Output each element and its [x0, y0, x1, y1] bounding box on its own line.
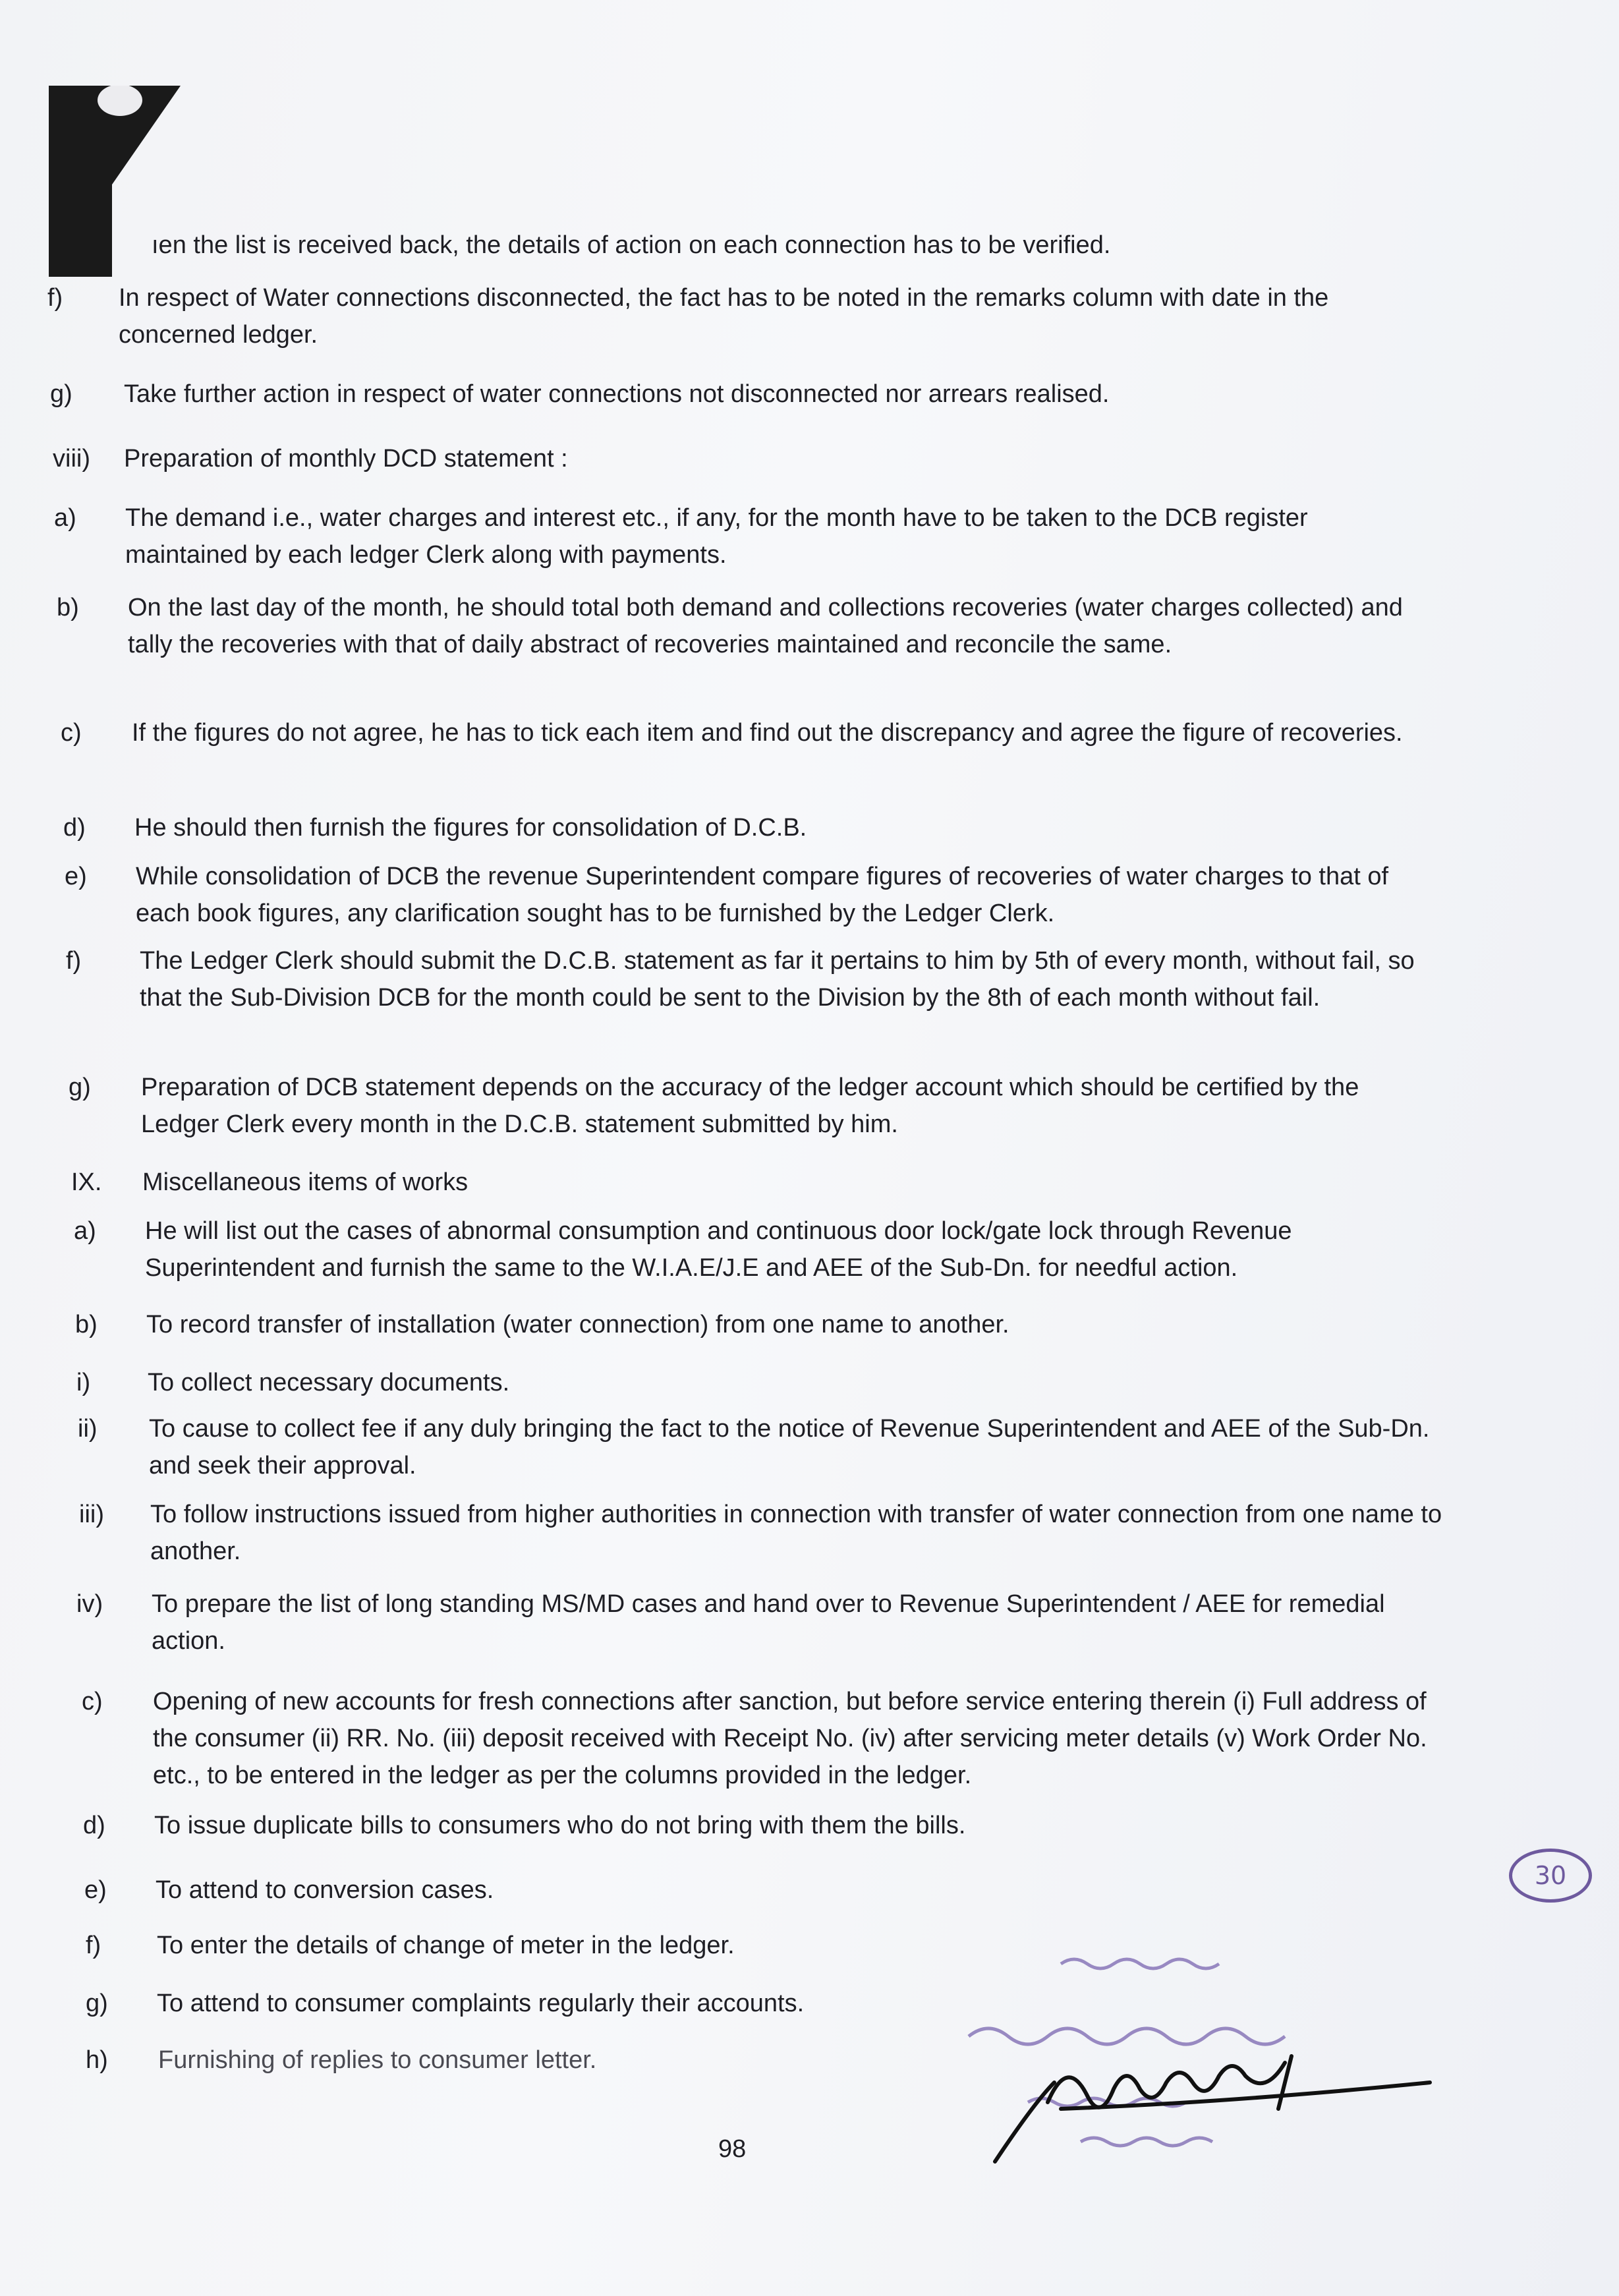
item-label: a)	[54, 504, 76, 532]
item-text: Opening of new accounts for fresh connections after sanction, but before service entering therein (i) Full address of the consumer (ii) RR. No. (iii) deposit received with Receipt No. (iv) after servicing meter details (v) Work Order No. etc., to be entered in the ledger as per the columns provided in the ledger.	[153, 1688, 1427, 1789]
item-label: viii)	[53, 445, 90, 473]
item-text: If the figures do not agree, he has to tick each item and find out the discrepancy and agree the figure of recoveries.	[132, 719, 1403, 747]
item-label: a)	[74, 1217, 96, 1245]
item-label: c)	[82, 1688, 103, 1715]
item-text: On the last day of the month, he should total both demand and collections recoveries (water charges collected) and tally the recoveries with that of daily abstract of recoveries maintained and reconcile the same.	[128, 594, 1403, 658]
item-text: Take further action in respect of water connections not disconnected nor arrears realised.	[124, 380, 1110, 408]
item-text: He will list out the cases of abnormal consumption and continuous door lock/gate lock through Revenue Superintendent and furnish the same to the W.I.A.E/J.E and AEE of the Sub-Dn. for needful action.	[145, 1217, 1292, 1282]
page-number: 98	[718, 2135, 747, 2163]
item-text: While consolidation of DCB the revenue Superintendent compare figures of recoveries of water charges to that of each book figures, any clarification sought has to be furnished by the Ledger Clerk.	[136, 863, 1389, 927]
item-text: Furnishing of replies to consumer letter.	[158, 2046, 597, 2074]
item-label: e)	[65, 863, 87, 890]
item-label: f)	[47, 284, 63, 312]
item-label: b)	[57, 594, 79, 621]
item-label: g)	[50, 380, 72, 408]
item-text: He should then furnish the figures for consolidation of D.C.B.	[134, 814, 807, 842]
item-label: g)	[86, 1990, 108, 2017]
item-label: h)	[86, 2046, 108, 2074]
item-label: IX.	[71, 1168, 102, 1196]
item-label: d)	[83, 1812, 105, 1839]
item-text: To record transfer of installation (water connection) from one name to another.	[146, 1311, 1009, 1338]
item-label: iii)	[79, 1501, 104, 1528]
item-text: To attend to consumer complaints regularly their accounts.	[157, 1990, 805, 2017]
item-text: To collect necessary documents.	[148, 1369, 510, 1396]
item-label: e)	[84, 1876, 107, 1904]
item-text: To enter the details of change of meter in the ledger.	[157, 1932, 735, 1959]
item-text: The Ledger Clerk should submit the D.C.B. statement as far it pertains to him by 5th of every month, without fail, so that the Sub-Division DCB for the month could be sent to the Division by the 8th of each month without fail.	[140, 947, 1415, 1012]
item-text: To prepare the list of long standing MS/MD cases and hand over to Revenue Superintendent / AEE for remedial action.	[152, 1590, 1385, 1655]
item-text: To cause to collect fee if any duly bringing the fact to the notice of Revenue Superintendent and AEE of the Sub-Dn. and seek their approval.	[149, 1415, 1430, 1479]
item-label: f)	[66, 947, 82, 975]
item-text: Preparation of DCB statement depends on the accuracy of the ledger account which should be certified by the Ledger Clerk every month in the D.C.B. statement submitted by him.	[141, 1074, 1359, 1138]
item-label: i)	[76, 1369, 91, 1396]
item-text: Miscellaneous items of works	[142, 1168, 469, 1196]
item-label: iv)	[76, 1590, 103, 1618]
item-text: The demand i.e., water charges and interest etc., if any, for the month have to be taken to the DCB register maintained by each ledger Clerk along with payments.	[125, 504, 1308, 569]
item-text: To issue duplicate bills to consumers who do not bring with them the bills.	[154, 1812, 966, 1839]
item-text: ıen the list is received back, the details of action on each connection has to be verified.	[152, 231, 1111, 259]
item-label: g)	[69, 1074, 91, 1101]
item-label: c)	[61, 719, 82, 747]
office-seal-and-signature	[949, 1937, 1450, 2227]
item-label: d)	[63, 814, 86, 842]
handwritten-page-number: 30	[1509, 1849, 1592, 1903]
item-label: ii)	[78, 1415, 98, 1443]
item-label: f)	[86, 1932, 101, 1959]
item-text: To attend to conversion cases.	[156, 1876, 494, 1904]
item-label: b)	[75, 1311, 98, 1338]
item-text: In respect of Water connections disconnected, the fact has to be noted in the remarks column with date in the concerned ledger.	[119, 284, 1329, 349]
item-text: To follow instructions issued from higher authorities in connection with transfer of water connection from one name to another.	[150, 1501, 1442, 1565]
item-text: Preparation of monthly DCD statement :	[124, 445, 568, 473]
